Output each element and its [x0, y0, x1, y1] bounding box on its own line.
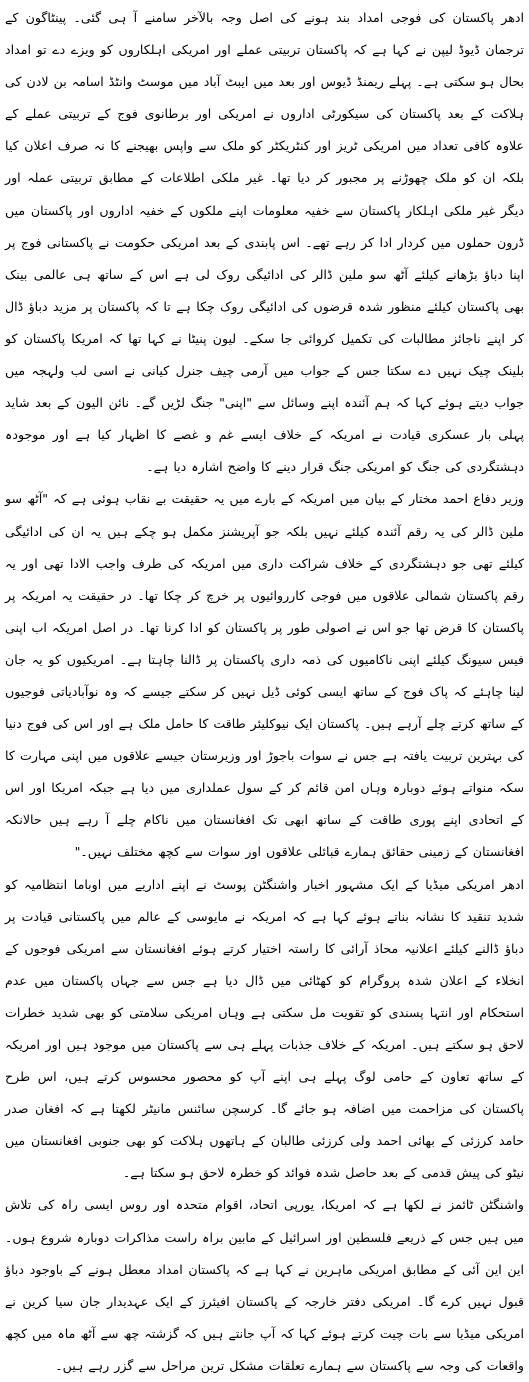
article-paragraph-1: ادھر پاکستان کی فوجی امداد بند ہونے کی اصل وجہ بالآخر سامنے آ ہی گئی۔ پینٹاگون کے ترجمان ڈیوڈ لیپن نے کہا ہے کہ پاکستان تربیتی عملے اور امریکی اہلکاروں کو ویزے دے تو امداد بحال ہو سکتی ہے۔ پہلے ریمنڈ ڈیوس اور بعد میں ایبٹ آباد میں موسٹ وانٹڈ اسامہ بن لادن کی ہلاکت کے بعد پاکستان کی سیکورٹی اداروں نے امریکی اور برطانوی فوج کے تربیتی عملے کے علاوہ کافی تعداد میں امریکی ٹریز اور کنٹریکٹر کو ملک سے واپس بھیجنے کا نہ صرف اعلان کیا بلکہ ان کو ملک چھوڑنے پر مجبور کر دیا تھا۔ غیر ملکی اطلاعات کے مطابق تربیتی عملہ اور دیگر غیر ملکی اہلکار پاکستان سے خفیہ معلومات اپنے ملکوں کے خفیہ اداروں اور پاکستان میں ڈرون حملوں میں کردار ادا کر رہے تھے۔ اس پابندی کے بعد امریکی حکومت نے پاکستانی فوج پر اپنا دباؤ بڑھانے کیلئے آٹھ سو ملین ڈالر کی ادائیگی روک لی ہے اس کے ساتھ ہی عالمی بینک بھی پاکستان کیلئے منظور شدہ قرضوں کی ادائیگی روک چکا ہے تا کہ پاکستان پر مزید دباؤ ڈال کر اپنے ناجائز مطالبات کی تکمیل کروائی جا سکے۔ لیون پنیٹا نے کہا تھا کہ امریکا پاکستان کو بلینک چیک نہیں دے سکتا جس کے جواب میں آرمی چیف جنرل کیانی نے اسی لب ولہجہ میں جواب دیتے ہوئے کہا کہ ہم آئندہ اپنے وسائل سے "اپنی" جنگ لڑیں گے۔ نائن الیون کے بعد شاید پہلی بار عسکری قیادت نے امریکہ کے خلاف ایسے غم و غصے کا اظہار کیا ہے اور موجودہ دہشتگردی کی جنگ کو امریکی جنگ قرار دینے کا واضح اشارہ دیا ہے۔: [5, 10, 524, 475]
article-paragraph-2: وزیر دفاع احمد مختار کے بیان میں امریکہ کے بارے میں یہ حقیقت بے نقاب ہوئی ہے کہ "آٹھ سو ملین ڈالر کی یہ رقم آئندہ کیلئے نہیں بلکہ جو آپریشنز مکمل ہو چکے ہیں یہ ان کی ادائیگی کیلئے تھی جو دہشتگردی کے خلاف شراکت داری میں امریکہ کی طرف واجب الادا تھی اور یہ رقم پاکستان شمالی علاقوں میں فوجی کارروائیوں پر خرچ کر چکا تھا۔ در حقیقت یہ امریکہ پر پاکستان کا قرض تھا جو اس نے اصولی طور پر پاکستان کو ادا کرنا تھا۔ در اصل امریکہ اب اپنی فیس سیونگ کیلئے اپنی ناکامیوں کی ذمہ داری پاکستان پر ڈالنا چاہتا ہے۔ امریکیوں کو یہ جان لینا چاہئے کہ پاک فوج کے ساتھ ایسی کوئی ڈیل نہیں کر سکتے جیسے کہ وہ نوآبادیاتی فوجیوں کے ساتھ کرتے چلے آرہے ہیں۔ پاکستان ایک نیوکلیئر طاقت کا حامل ملک ہے اور اس کی فوج دنیا کی بہترین تربیت یافتہ ہے جس نے سوات باجوڑ اور وزیرستان جیسے علاقوں میں اپنی مہارت کا سکہ منواتے ہوئے دوبارہ وہاں امن قائم کر کے سول عملداری میں دیا ہے جبکہ امریکا اور اس کے اتحادی اپنے پوری طاقت کے ساتھ ابھی تک افغانستان میں ناکام چلے آ رہے ہیں حالانکہ افغانستان کے زمینی حقائق ہمارے قبائلی علاقوں اور سوات سے کچھ مختلف نہیں۔": [5, 491, 524, 860]
article-paragraph-3: ادھر امریکی میڈیا کے ایک مشہور اخبار واشنگٹن پوسٹ نے اپنے اداریے میں اوباما انتظامیہ کو شدید تنقید کا نشانہ بناتے ہوئے کہا ہے کہ امریکہ نے مایوسی کے عالم میں پاکستانی قیادت پر دباؤ ڈالنے کیلئے اعلانیہ محاذ آرائی کا راستہ اختیار کرتے ہوئے افغانستان سے امریکی فوجوں کے انخلاء کے اعلان شدہ پروگرام کو کھٹائی میں ڈال دیا ہے جس سے جہاں پاکستان میں عدم استحکام اور انتہا پسندی کو تقویت مل سکتی ہے وہاں امریکی سلامتی کو بھی شدید خطرات لاحق ہو سکتے ہیں۔ امریکہ کے خلاف جذبات پہلے ہی سے پاکستان میں موجود ہیں اور امریکہ کے ساتھ تعاون کے حامی لوگ پہلے ہی اپنے آپ کو محصور محسوس کرتے ہیں، اس طرح پاکستان کی مزاحمت میں اضافہ ہو جائے گا۔ کرسچن سائنس مانیٹر لکھتا ہے کہ افغان صدر حامد کرزئی کے بھائی احمد ولی کرزئی طالبان کے ہاتھوں ہلاکت کو بھی جنوبی افغانستان میں نیٹو کی پیش قدمی کے بعد حاصل شدہ فوائد کو خطرہ لاحق ہو سکتا ہے۔: [5, 876, 524, 1181]
article-paragraph-4: واشنگٹن ٹائمز نے لکھا ہے کہ امریکا، یورپی اتحاد، اقوام متحدہ اور روس ایسی راہ کی تلاش میں ہیں جس کے ذریعے فلسطین اور اسرائیل کے مابین براہ راست مذاکرات دوبارہ شروع ہوں۔ این این آئی کے مطابق امریکی ماہرین نے کہا ہے کہ پاکستان امداد معطل ہونے کے باوجود دباؤ قبول نہیں کرے گا۔ امریکی دفتر خارجہ کے پاکستان افیئرز کے ایک عہدیدار جان سیا کرین نے امریکی میڈیا سے بات چیت کرتے ہوئے کہا کہ آپ جانتے ہیں کہ گزشتہ چھ سے آٹھ ماہ میں کچھ واقعات کی وجہ سے پاکستان سے ہمارے تعلقات مشکل ترین مراحل سے گزر رہے ہیں۔: [5, 1197, 524, 1373]
